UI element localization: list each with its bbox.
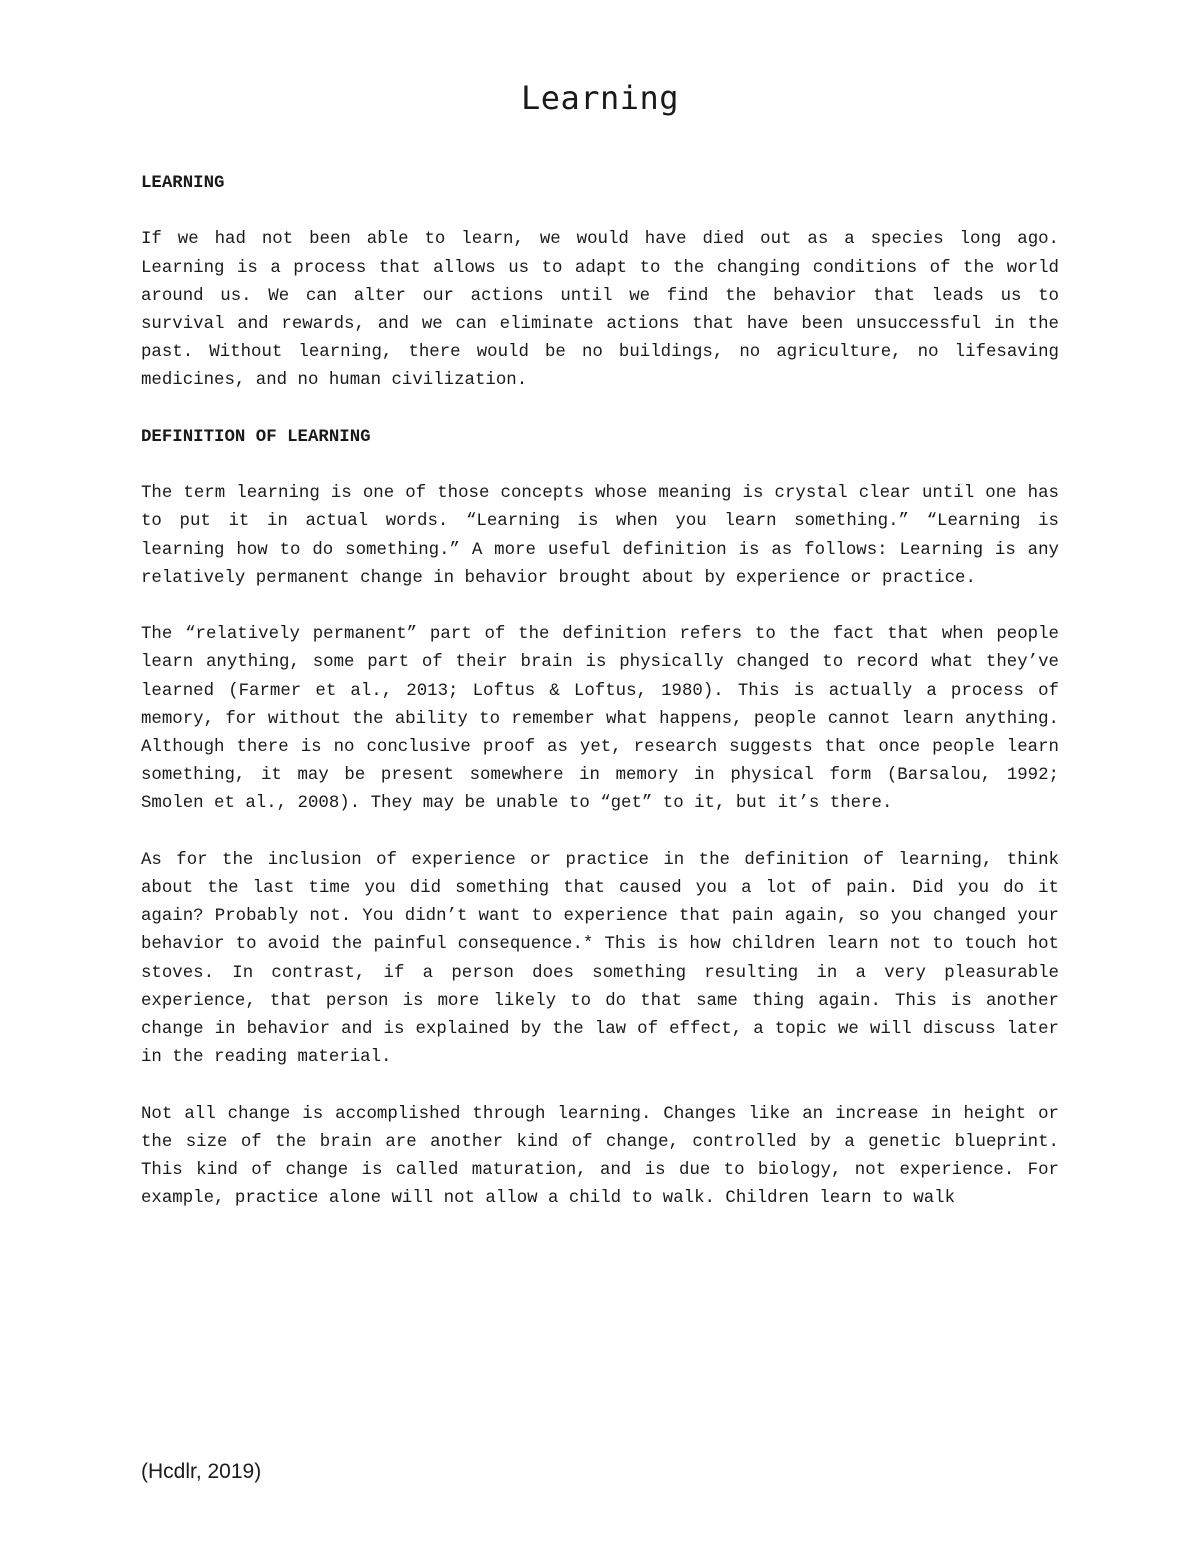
paragraph: If we had not been able to learn, we would have died out as a species long ago. Learning is a process that allows us to adapt to the changing conditions of the world around us. We can alter our actions until we find the behavior that leads us to survival and rewards, and we can eliminate actions that have been unsuccessful in the past. Without learning, there would be no buildings, no agriculture, no lifesaving medicines, and no human civilization.: [141, 230, 1059, 391]
document-body: [141, 170, 1059, 1242]
footer-citation: (Hcdlr, 2019): [141, 1460, 262, 1483]
section-heading: LEARNING: [141, 174, 225, 193]
paragraph: The “relatively permanent” part of the definition refers to the fact that when people learn anything, some part of their brain is physically changed to record what they’ve learned (Farmer et al., 2013; Loftus & Loftus, 1980). This is actually a process of memory, for without the ability to remember what happens, people cannot learn anything. Although there is no conclusive proof as yet, research suggests that once people learn something, it may be present somewhere in memory in physical form (Barsalou, 1992; Smolen et al., 2008). They may be unable to “get” to it, but it’s there.: [141, 625, 1059, 814]
paragraph: Not all change is accomplished through learning. Changes like an increase in height or the size of the brain are another kind of change, controlled by a genetic blueprint. This kind of change is called maturation, and is due to biology, not experience. For example, practice alone will not allow a child to walk. Children learn to walk: [141, 1104, 1059, 1209]
paragraph: As for the inclusion of experience or practice in the definition of learning, think about the last time you did something that caused you a lot of pain. Did you do it again? Probably not. You didn’t want to experience that pain again, so you changed your behavior to avoid the painful consequence.* This is how children learn not to touch hot stoves. In contrast, if a person does something resulting in a very pleasurable experience, that person is more likely to do that same thing again. This is another change in behavior and is explained by the law of effect, a topic we will discuss later in the reading material.: [141, 850, 1059, 1068]
paragraph: The term learning is one of those concepts whose meaning is crystal clear until one has to put it in actual words. “Learning is when you learn something.” “Learning is learning how to do something.” A more useful definition is as follows: Learning is any relatively permanent change in behavior brought about by experience or practice.: [141, 484, 1059, 588]
section-heading: DEFINITION OF LEARNING: [141, 427, 371, 447]
document-title: Learning: [520, 79, 680, 117]
section-definition-of-learning: [141, 424, 1059, 1214]
section-learning: [141, 170, 1059, 396]
